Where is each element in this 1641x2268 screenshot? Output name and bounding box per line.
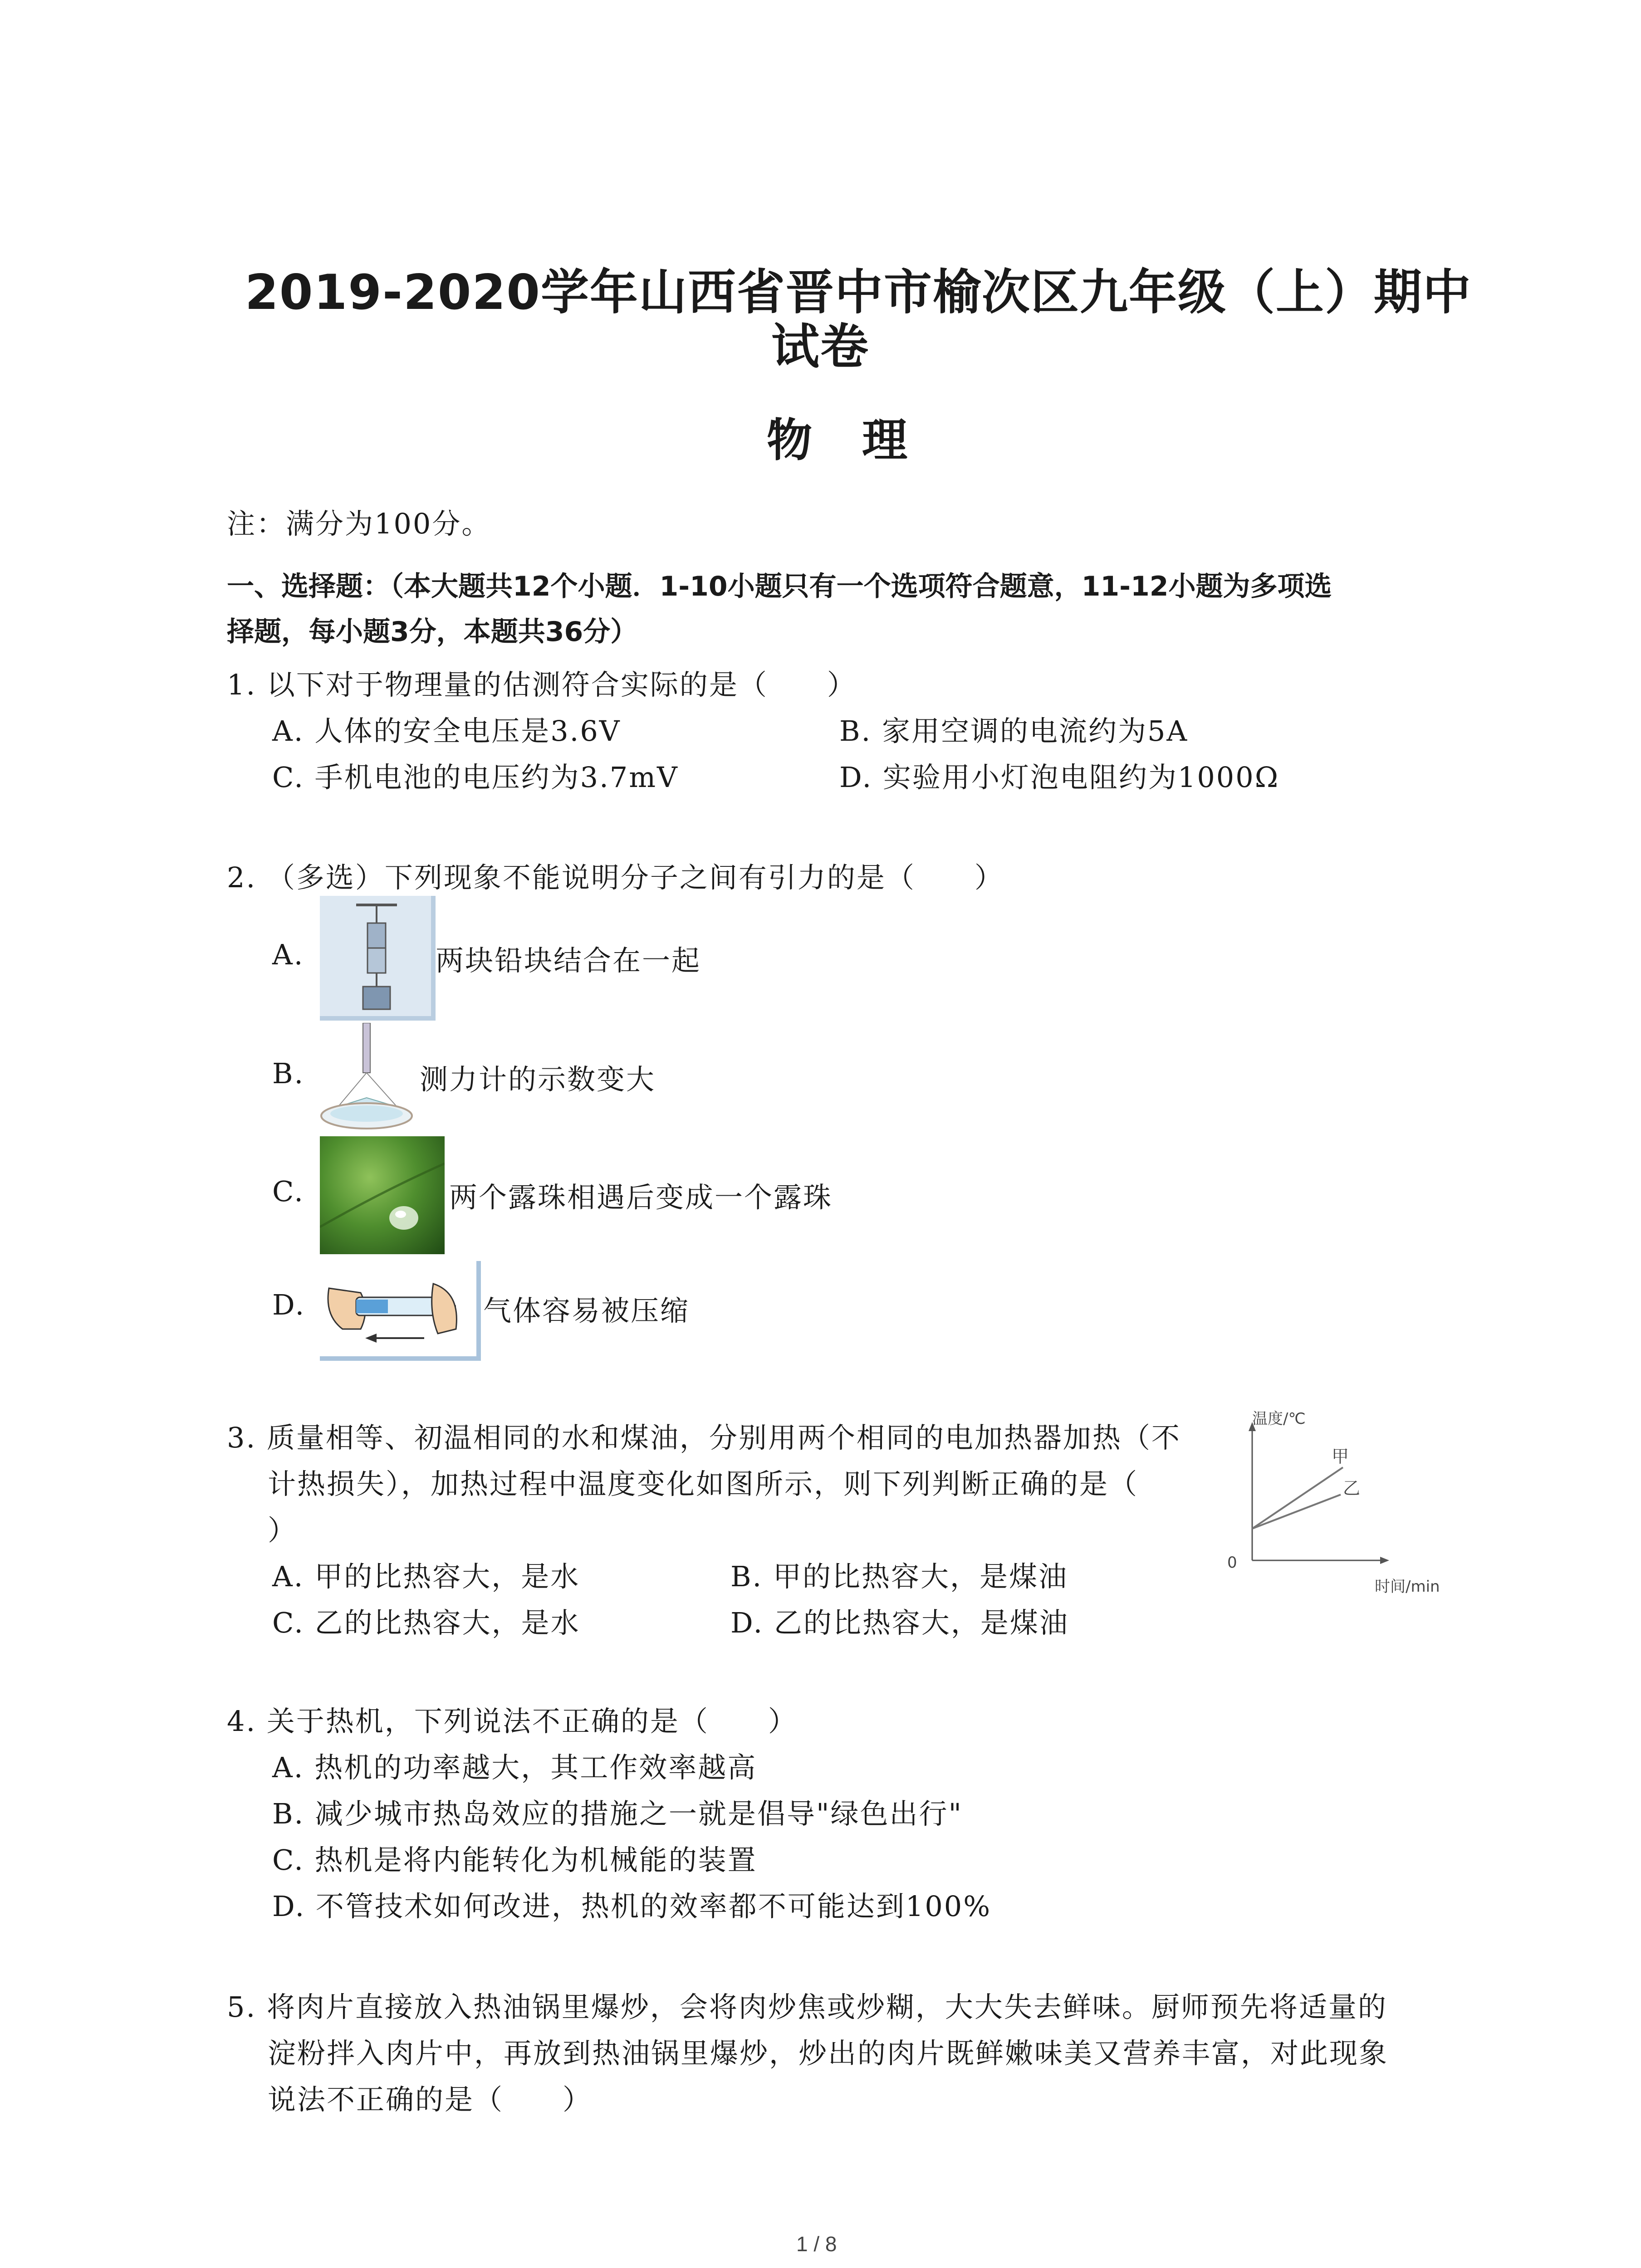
graph-line-jia-label: 甲 [1332,1447,1349,1466]
q3-option-a: A. 甲的比热容大，是水 [272,1560,580,1593]
lead-blocks-image [320,896,436,1021]
q1-option-b: B. 家用空调的电流约为5A [839,714,1189,748]
q5-stem-line-2: 淀粉拌入肉片中，再放到热油锅里爆炒，炒出的肉片既鲜嫩味美又营养丰富，对此现象 [268,2037,1389,2070]
page-number: 1 / 8 [796,2232,837,2256]
title-line-2: 试卷 [771,319,869,375]
q5-stem-line-3: 说法不正确的是（ ） [268,2083,593,2116]
syringe-compress-image [320,1261,481,1361]
graph-y-axis-label: 温度/℃ [1252,1410,1306,1428]
dewdrop-leaf-image [320,1136,445,1254]
q2-option-b-letter: B. [272,1057,305,1090]
q3-stem-line-2: 计热损失），加热过程中温度变化如图所示，则下列判断正确的是（ [268,1467,1139,1501]
score-note: 注：满分为100分。 [227,507,491,540]
q3-stem-line-3: ） [268,1514,298,1547]
q3-option-d: D. 乙的比热容大，是煤油 [730,1606,1069,1639]
q4-option-a: A. 热机的功率越大，其工作效率越高 [272,1751,757,1784]
graph-x-axis-label: 时间/min [1375,1578,1440,1596]
section-heading-line-1: 一、选择题：（本大题共12个小题．1-10小题只有一个选项符合题意，11-12小题为多项选 [227,571,1332,602]
q4-option-b: B. 减少城市热岛效应的措施之一就是倡导"绿色出行" [272,1797,963,1830]
q2-option-a-text: 两块铅块结合在一起 [436,944,701,977]
q4-option-d: D. 不管技术如何改进，热机的效率都不可能达到100% [272,1890,992,1923]
q4-stem: 4. 关于热机，下列说法不正确的是（ ） [227,1705,798,1738]
q1-option-a: A. 人体的安全电压是3.6V [272,714,621,748]
q2-option-c-text: 两个露珠相遇后变成一个露珠 [449,1181,833,1214]
q5-stem-line-1: 5. 将肉片直接放入热油锅里爆炒，会将肉炒焦或炒糊，大大失去鲜味。厨师预先将适量的 [227,1990,1387,2024]
q2-option-b-text: 测力计的示数变大 [420,1063,656,1096]
q2-option-a-letter: A. [272,938,304,971]
q1-option-d: D. 实验用小灯泡电阻约为1000Ω [839,761,1280,794]
section-heading-line-2: 择题，每小题3分，本题共36分） [227,616,638,648]
graph-origin-label: 0 [1227,1554,1237,1572]
graph-line-yi-label: 乙 [1343,1478,1361,1498]
q2-option-c-letter: C. [272,1175,304,1208]
title-line-1: 2019-2020学年山西省晋中市榆次区九年级（上）期中 [245,264,1472,320]
q2-option-d-text: 气体容易被压缩 [483,1294,690,1327]
q3-option-b: B. 甲的比热容大，是煤油 [730,1560,1068,1593]
q2-option-d-letter: D. [272,1288,306,1321]
subject-title: 物理 [767,414,957,467]
q1-option-c: C. 手机电池的电压约为3.7mV [272,761,679,794]
q4-option-c: C. 热机是将内能转化为机械能的装置 [272,1843,757,1877]
spring-scale-image [320,1023,415,1136]
q3-stem-line-1: 3. 质量相等、初温相同的水和煤油，分别用两个相同的电加热器加热（不 [227,1421,1181,1454]
temperature-time-graph [1225,1406,1456,1601]
q3-option-c: C. 乙的比热容大，是水 [272,1606,580,1639]
q2-stem: 2. （多选）下列现象不能说明分子之间有引力的是（ ） [227,861,1004,894]
q1-stem: 1. 以下对于物理量的估测符合实际的是（ ） [227,668,857,701]
